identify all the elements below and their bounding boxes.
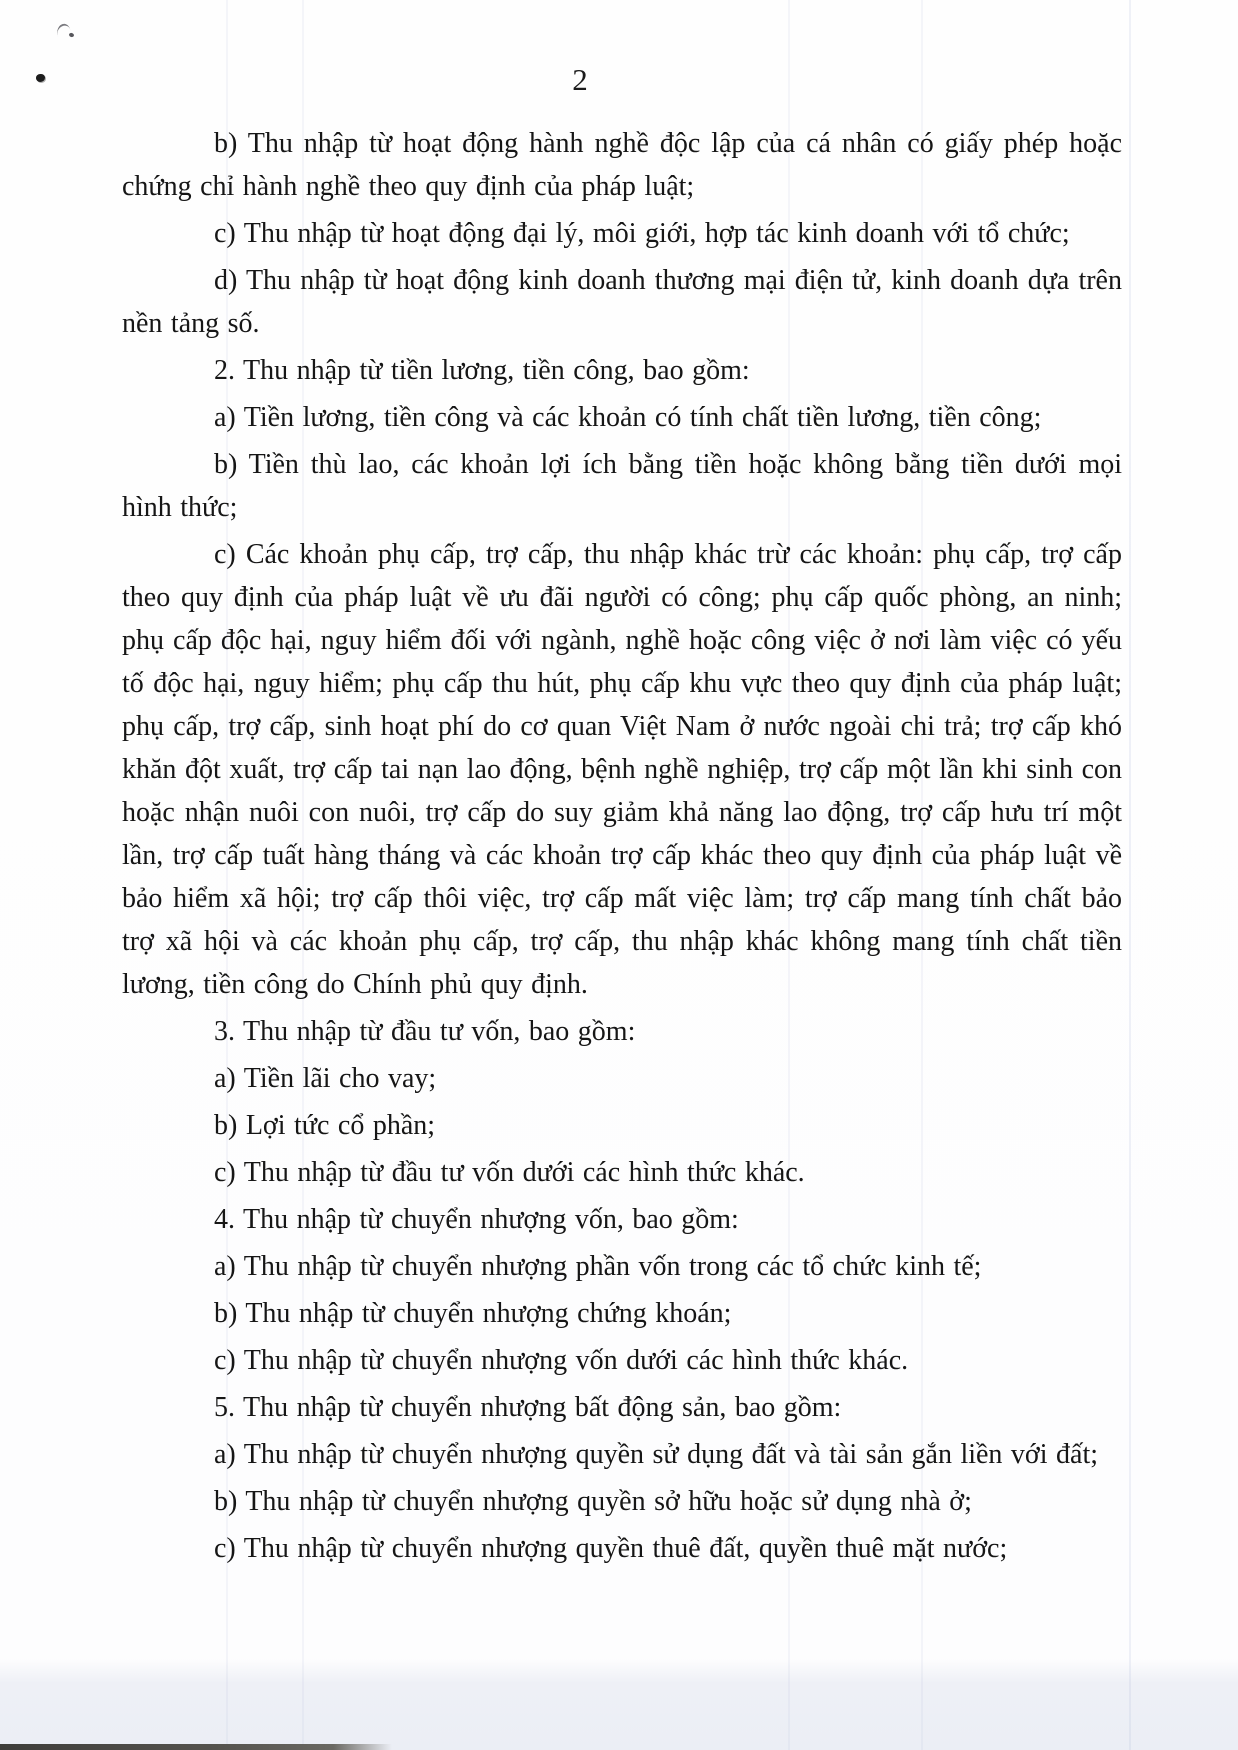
paragraph-item-b-house-ownership: b) Thu nhập từ chuyển nhượng quyền sở hữu hoặc sử dụng nhà ở; [214,1486,972,1517]
paragraph-item-a-capital-share-transfer: a) Thu nhập từ chuyển nhượng phần vốn trong các tổ chức kinh tế; [214,1251,982,1282]
paragraph-item-b-dividends: b) Lợi tức cổ phần; [214,1110,436,1141]
paragraph-item-c-agency-brokerage: c) Thu nhập từ hoạt động đại lý, môi giới, hợp tác kinh doanh với tổ chức; [214,218,1070,249]
ink-speck [36,74,45,82]
paragraph-item-b-securities-transfer: b) Thu nhập từ chuyển nhượng chứng khoán; [214,1298,732,1329]
paragraph-item-c-other-investment: c) Thu nhập từ đầu tư vốn dưới các hình thức khác. [214,1157,805,1188]
page-number: 2 [572,62,588,97]
paragraph-clause-4-capital-transfer: 4. Thu nhập từ chuyển nhượng vốn, bao gồm: [214,1204,739,1235]
paragraph-item-a-salary: a) Tiền lương, tiền công và các khoản có tính chất tiền lương, tiền công; [214,402,1042,433]
scan-streak [1129,0,1131,1750]
paragraph-item-a-loan-interest: a) Tiền lãi cho vay; [214,1063,437,1094]
paragraph-item-a-land-use-rights: a) Thu nhập từ chuyển nhượng quyền sử dụng đất và tài sản gắn liền với đất; [214,1439,1099,1470]
scanner-edge-strip [0,1744,392,1750]
document-body [122,122,1122,1574]
paragraph-clause-3-capital-investment: 3. Thu nhập từ đầu tư vốn, bao gồm: [214,1016,636,1047]
paragraph-item-b-remuneration: b) Tiền thù lao, các khoản lợi ích bằng tiền hoặc không bằng tiền dưới mọi hình thức; [122,449,1122,523]
paragraph-item-c-land-lease-rights: c) Thu nhập từ chuyển nhượng quyền thuê đất, quyền thuê mặt nước; [214,1533,1008,1564]
paragraph-item-b-independent-practice: b) Thu nhập từ hoạt động hành nghề độc lập của cá nhân có giấy phép hoặc chứng chỉ hành nghề theo quy định của pháp luật; [122,128,1122,202]
paragraph-item-d-ecommerce: d) Thu nhập từ hoạt động kinh doanh thương mại điện tử, kinh doanh dựa trên nền tảng số. [122,265,1122,339]
paragraph-clause-2-salary-wages: 2. Thu nhập từ tiền lương, tiền công, bao gồm: [214,355,750,386]
paragraph-clause-5-real-estate-transfer: 5. Thu nhập từ chuyển nhượng bất động sản, bao gồm: [214,1392,842,1423]
ink-speck [68,32,74,37]
paragraph-item-c-other-capital-transfer: c) Thu nhập từ chuyển nhượng vốn dưới các hình thức khác. [214,1345,909,1376]
paragraph-item-c-allowances: c) Các khoản phụ cấp, trợ cấp, thu nhập khác trừ các khoản: phụ cấp, trợ cấp theo quy định của pháp luật về ưu đãi người có công; phụ cấp quốc phòng, an ninh; phụ cấp độc hại, nguy hiểm đối với ngành, nghề hoặc công việc ở nơi làm việc có yếu tố độc hại, nguy hiểm; phụ cấp thu hút, phụ cấp khu vực theo quy định của pháp luật; phụ cấp, trợ cấp, sinh hoạt phí do cơ quan Việt Nam ở nước ngoài chi trả; trợ cấp khó khăn đột xuất, trợ cấp tai nạn lao động, bệnh nghề nghiệp, trợ cấp một lần khi sinh con hoặc nhận nuôi con nuôi, trợ cấp do suy giảm khả năng lao động, trợ cấp hưu trí một lần, trợ cấp tuất hàng tháng và các khoản trợ cấp khác theo quy định của pháp luật về bảo hiểm xã hội; trợ cấp thôi việc, trợ cấp mất việc làm; trợ cấp mang tính chất bảo trợ xã hội và các khoản phụ cấp, trợ cấp, thu nhập khác không mang tính chất tiền lương, tiền công do Chính phủ quy định. [122,539,1122,1000]
